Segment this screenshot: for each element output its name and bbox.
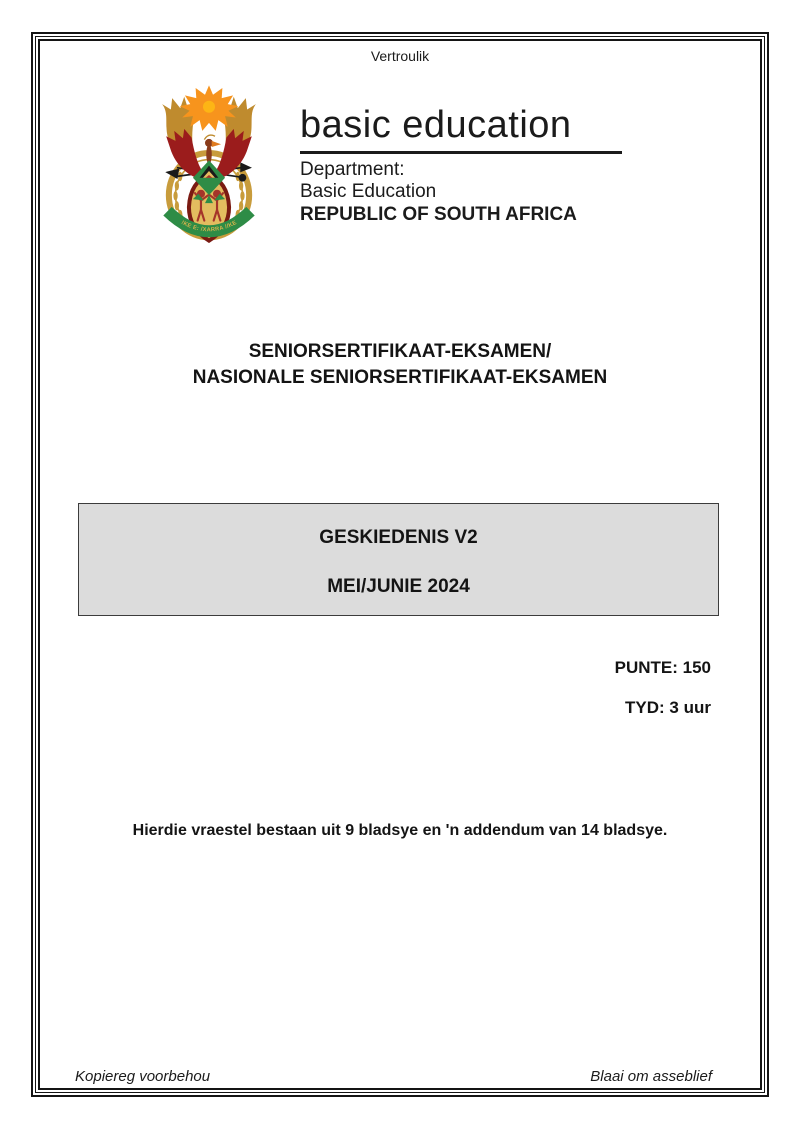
marks-label: PUNTE: 150 [614,658,711,677]
brand-wordmark: basic education [300,104,572,146]
exam-title-line1: SENIORSERTIFIKAAT-EKSAMEN/ [248,341,552,362]
pages-note: Hierdie vraestel bestaan uit 9 bladsye en 'n addendum van 14 bladsye. [132,822,668,839]
time-label: TYD: 3 uur [625,698,711,717]
department-lines [300,159,640,203]
exam-session: MEI/JUNIE 2024 [327,576,470,597]
exam-title-line2: NASIONALE SENIORSERTIFIKAAT-EKSAMEN [192,367,608,388]
subject-box [78,503,719,616]
subject-name: GESKIEDENIS V2 [319,527,478,548]
motto-text: !KE E: /XARRA //KE [180,219,238,234]
department-header [300,103,640,227]
country-name: REPUBLIC OF SOUTH AFRICA [300,204,577,225]
department-label: Department: [300,159,405,180]
copyright-notice: Kopiereg voorbehou [75,1068,211,1085]
exam-title [0,339,800,391]
south-african-coat-of-arms-logo [142,76,276,250]
department-name: Basic Education [300,181,437,202]
turn-over-notice: Blaai om asseblief [590,1068,712,1085]
confidential-label: Vertroulik [370,48,430,64]
brand-underline [300,151,622,154]
